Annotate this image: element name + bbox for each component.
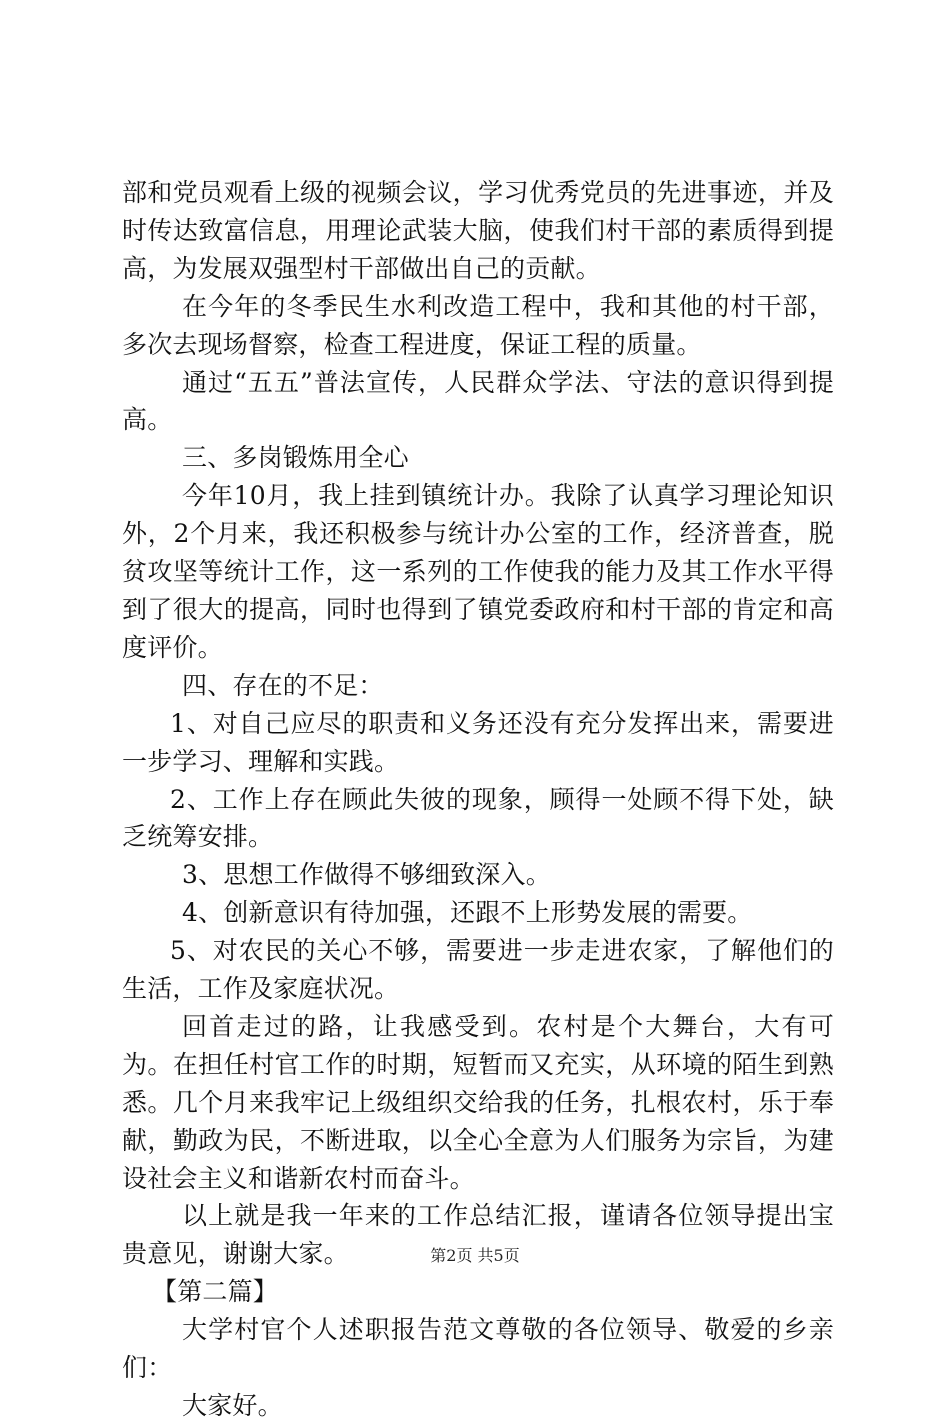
- list-item: 3、思想工作做得不够细致深入。: [182, 860, 551, 890]
- list-item: 1、对自己应尽的职责和义务还没有充分发挥出来，需要进一步学习、理解和实践。: [122, 708, 834, 776]
- section-heading: 四、存在的不足：: [182, 670, 384, 700]
- paragraph: 通过“五五”普法宣传，人民群众学法、守法的意识得到提高。: [122, 367, 834, 435]
- paragraph: 大家好。: [182, 1391, 283, 1420]
- page-footer: [0, 1243, 950, 1266]
- paragraph: 以上就是我一年来的工作总结汇报，谨请各位领导提出宝贵意见，谢谢大家。: [122, 1201, 834, 1269]
- paragraph: 大学村官个人述职报告范文尊敬的各位领导、敬爱的乡亲们：: [122, 1315, 834, 1383]
- page-number: 第2页 共5页: [430, 1246, 520, 1265]
- paragraph: 部和党员观看上级的视频会议，学习优秀党员的先进事迹，并及时传达致富信息，用理论武装大脑，使我们村干部的素质得到提高，为发展双强型村干部做出自己的贡献。: [122, 178, 834, 283]
- paragraph: 在今年的冬季民生水利改造工程中，我和其他的村干部，多次去现场督察，检查工程进度，保证工程的质量。: [122, 291, 834, 359]
- paragraph: 今年10月，我上挂到镇统计办。我除了认真学习理论知识外，2个月来，我还积极参与统计办公室的工作，经济普查，脱贫攻坚等统计工作，这一系列的工作使我的能力及其工作水平得到了很大的提高，同时也得到了镇党委政府和村干部的肯定和高度评价。: [122, 481, 834, 662]
- paragraph: 回首走过的路，让我感受到。农村是个大舞台，大有可为。在担任村官工作的时期，短暂而又充实，从环境的陌生到熟悉。几个月来我牢记上级组织交给我的任务，扎根农村，乐于奉献，勤政为民，不断进取，以全心全意为人们服务为宗旨，为建设社会主义和谐新农村而奋斗。: [122, 1011, 834, 1193]
- list-item: 2、工作上存在顾此失彼的现象，顾得一处顾不得下处，缺乏统筹安排。: [122, 784, 834, 852]
- section-heading: 三、多岗锻炼用全心: [182, 443, 409, 473]
- document-body: [122, 174, 834, 1425]
- list-item: 5、对农民的关心不够，需要进一步走进农家，了解他们的生活，工作及家庭状况。: [122, 936, 834, 1004]
- section-heading: 【第二篇】: [152, 1277, 279, 1307]
- list-item: 4、创新意识有待加强，还跟不上形势发展的需要。: [182, 898, 753, 928]
